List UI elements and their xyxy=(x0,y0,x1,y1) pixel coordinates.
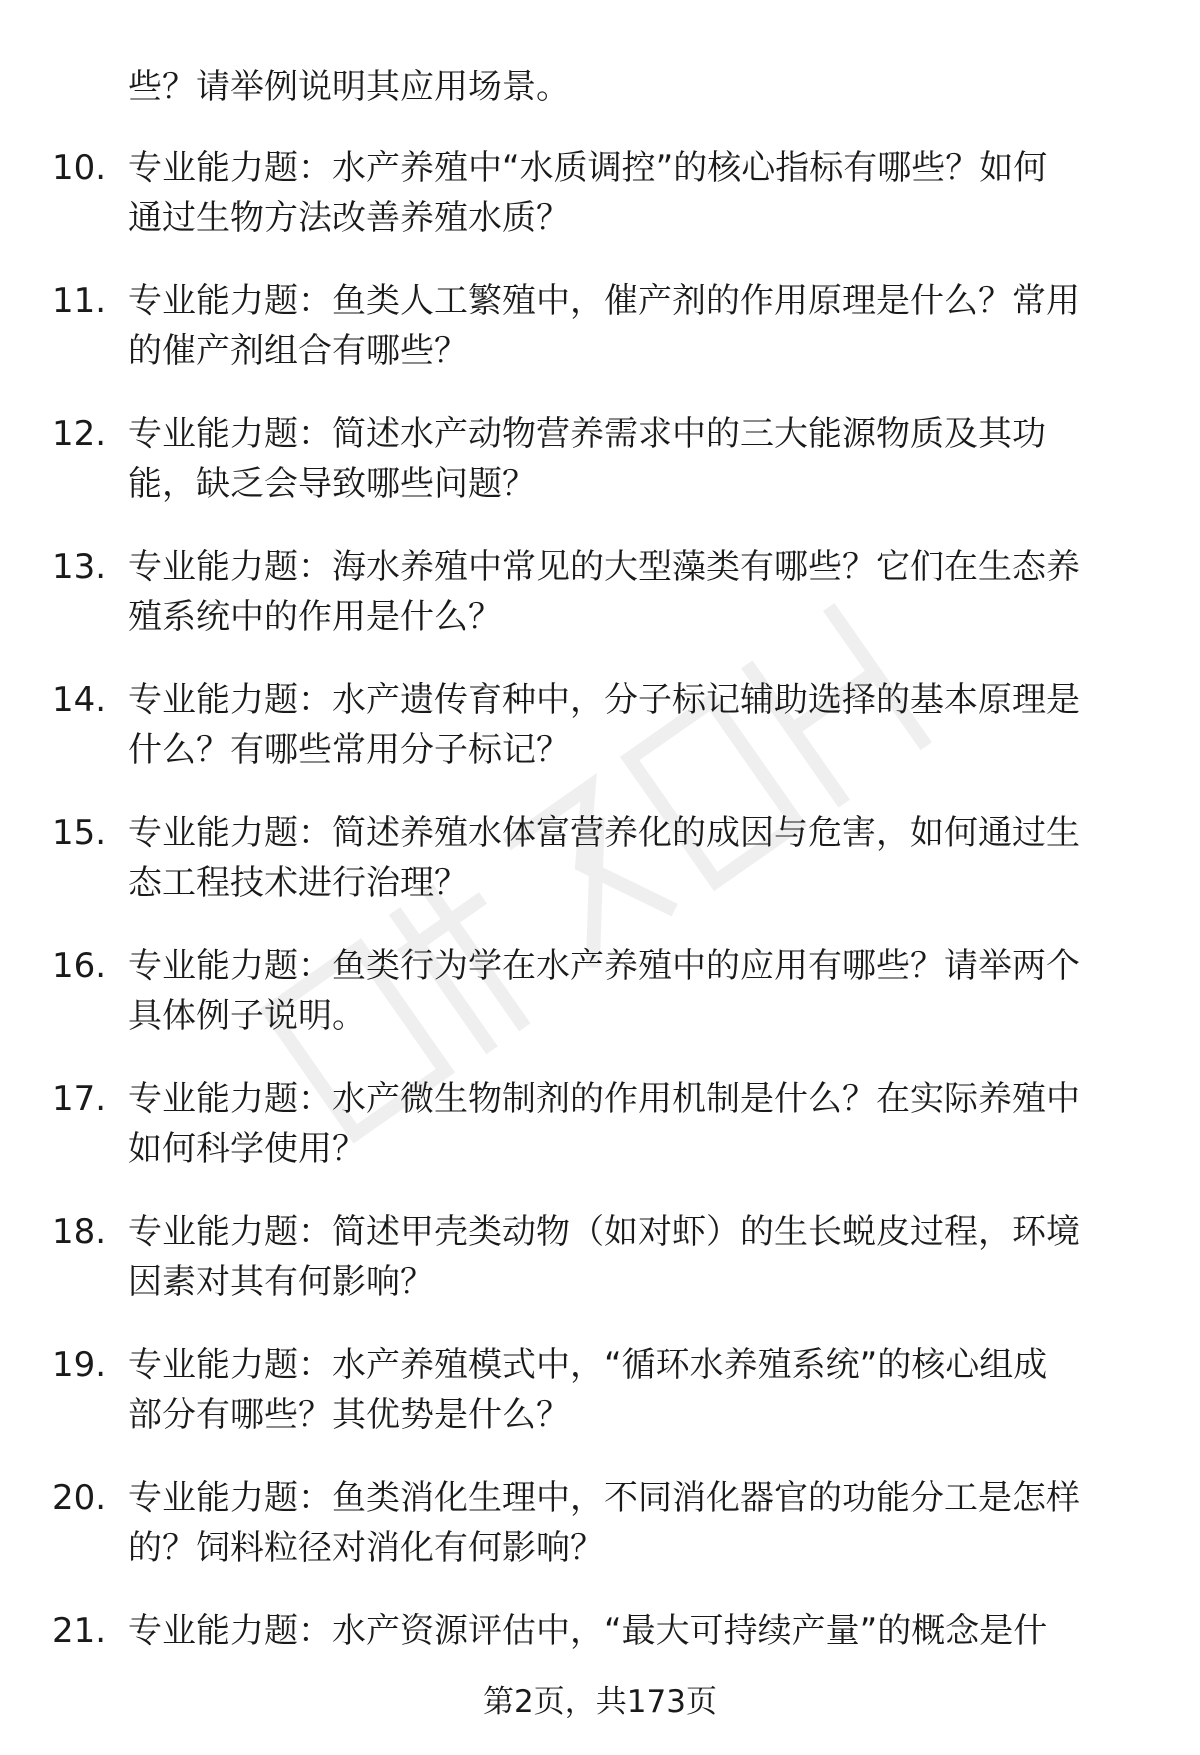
question-text xyxy=(128,409,1138,509)
question-text-line: 的催产剂组合有哪些？ xyxy=(128,331,468,371)
question-text xyxy=(128,143,1138,243)
question-text-line: 专业能力题：水产养殖模式中，“循环水养殖系统”的核心组成 xyxy=(128,1345,1048,1385)
question-number: 14. xyxy=(52,680,107,720)
question-item xyxy=(0,808,1200,941)
question-text xyxy=(128,1207,1138,1307)
question-item xyxy=(0,409,1200,542)
question-number: 16. xyxy=(52,946,107,986)
question-text-line: 专业能力题：鱼类人工繁殖中，催产剂的作用原理是什么？常用 xyxy=(128,281,1080,321)
question-number: 12. xyxy=(52,414,107,454)
question-text-line: 如何科学使用？ xyxy=(128,1129,366,1169)
question-text xyxy=(128,675,1138,775)
question-text-line: 专业能力题：简述甲壳类动物（如对虾）的生长蜕皮过程，环境 xyxy=(128,1212,1080,1252)
question-text-line: 专业能力题：简述养殖水体富营养化的成因与危害，如何通过生 xyxy=(128,813,1080,853)
question-text-line: 专业能力题：简述水产动物营养需求中的三大能源物质及其功 xyxy=(128,414,1046,454)
question-item xyxy=(0,1473,1200,1606)
question-number: 15. xyxy=(52,813,107,853)
question-number: 10. xyxy=(52,148,107,188)
question-number: 18. xyxy=(52,1212,107,1252)
question-text-line: 专业能力题：鱼类行为学在水产养殖中的应用有哪些？请举两个 xyxy=(128,946,1080,986)
question-item xyxy=(0,1207,1200,1340)
question-number: 13. xyxy=(52,547,107,587)
question-text-line: 的？饲料粒径对消化有何影响？ xyxy=(128,1528,604,1568)
question-text xyxy=(128,808,1138,908)
question-text-line: 殖系统中的作用是什么？ xyxy=(128,597,502,637)
page-indicator: 第2页，共173页 xyxy=(483,1684,717,1720)
question-text xyxy=(128,1473,1138,1573)
question-text xyxy=(128,542,1138,642)
question-number: 17. xyxy=(52,1079,107,1119)
question-text-line: 专业能力题：水产遗传育种中，分子标记辅助选择的基本原理是 xyxy=(128,680,1080,720)
continuation-line: 些？请举例说明其应用场景。 xyxy=(128,67,570,107)
question-number: 11. xyxy=(52,281,107,321)
question-list xyxy=(0,143,1200,1739)
question-text xyxy=(128,1606,1138,1656)
question-item xyxy=(0,941,1200,1074)
question-text-line: 通过生物方法改善养殖水质？ xyxy=(128,198,570,238)
question-number: 19. xyxy=(52,1345,107,1385)
question-item xyxy=(0,675,1200,808)
question-text-line: 具体例子说明。 xyxy=(128,996,366,1036)
question-text-line: 专业能力题：水产微生物制剂的作用机制是什么？在实际养殖中 xyxy=(128,1079,1080,1119)
question-text xyxy=(128,276,1138,376)
question-text-line: 能，缺乏会导致哪些问题？ xyxy=(128,464,536,504)
question-item xyxy=(0,542,1200,675)
question-item xyxy=(0,1074,1200,1207)
question-text-line: 部分有哪些？其优势是什么？ xyxy=(128,1395,570,1435)
question-text-line: 因素对其有何影响？ xyxy=(128,1262,434,1302)
question-item xyxy=(0,1340,1200,1473)
question-text xyxy=(128,1074,1138,1174)
question-text-line: 专业能力题：海水养殖中常见的大型藻类有哪些？它们在生态养 xyxy=(128,547,1080,587)
question-number: 21. xyxy=(52,1611,107,1651)
question-text-line: 专业能力题：水产养殖中“水质调控”的核心指标有哪些？如何 xyxy=(128,148,1048,188)
question-text-line: 态工程技术进行治理？ xyxy=(128,863,468,903)
question-item xyxy=(0,276,1200,409)
question-text-line: 什么？有哪些常用分子标记？ xyxy=(128,730,570,770)
question-text xyxy=(128,941,1138,1041)
question-number: 20. xyxy=(52,1478,107,1518)
question-text xyxy=(128,1340,1138,1440)
question-text-line: 专业能力题：水产资源评估中，“最大可持续产量”的概念是什 xyxy=(128,1611,1048,1651)
question-text-line: 专业能力题：鱼类消化生理中，不同消化器官的功能分工是怎样 xyxy=(128,1478,1080,1518)
question-item xyxy=(0,143,1200,276)
